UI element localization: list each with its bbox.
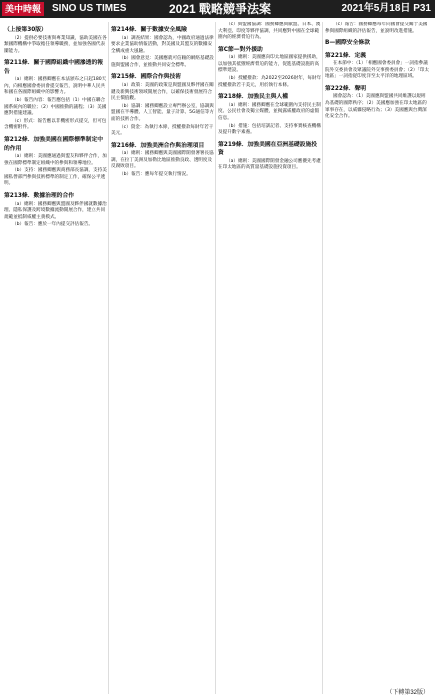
article-paragraph: （2）提供必要技術與專業知識，協助美國在各類國際機構中爭取擔任領導職務，並加強各國代表團能力。: [4, 35, 107, 54]
text-column-3: [218, 22, 322, 694]
article-paragraph: （b）授權撥款：為2022至2026財年，每財年授權撥款若干美元，用於執行本條。: [218, 76, 322, 88]
article-paragraph: （b）協調：國務卿應設立專門辦公室，協調與盟國在半導體、人工智能、量子計算、5G通信等方面的技術合作。: [111, 103, 214, 122]
article-paragraph: 國會認為：（1）美國應與盟國共同維護以規則為基礎的國際秩序；（2）美國應加強在印太地區的軍事存在，以威懾侵略行為；（3）美國應與台灣深化安全合作。: [325, 94, 427, 120]
article-heading: （上接第30版）: [4, 27, 47, 33]
page-header: [0, 0, 435, 18]
article-heading: 第218條．加強民主與人權: [218, 94, 289, 101]
article-heading: B—國際安全條款: [325, 40, 370, 47]
article-paragraph: （c）資金：為執行本條，授權撥款每財年若干美元。: [111, 124, 214, 137]
text-column-1: [4, 22, 108, 694]
article-paragraph: （a）總則：國務卿應與盟國及夥伴國就數據治理、隱私保護及跨境數據流動開展合作，建立共同規範並抵制威權主義模式。: [4, 201, 107, 220]
article-paragraph: （a）總則：美國國際開發金融公司應優先考慮在印太地區的高質量基礎設施投資項目。: [218, 158, 321, 171]
article-paragraph: （a）總則：國務卿應與美國國際開發署署長協調，在拉丁美洲及加勒比地區推動良政、透明度及反腐敗項目。: [111, 151, 214, 170]
article-paragraph: （c）報告：國務卿應每年向國會提交關于美國參與國際組織的評估報告，並說明改進措施。: [325, 22, 428, 34]
article-paragraph: （b）措施：包括培訓記者、支持事實核查機構及提升數字素養。: [218, 123, 321, 136]
article-heading: 第221條．定義: [325, 52, 367, 59]
article-heading: 第214條．關于數據安全風險: [111, 27, 187, 33]
section-title: 2021 戰略競爭法案: [168, 2, 272, 16]
article-paragraph: （b）國會意見：美國應就可信賴的網絡基礎設施與盟國合作，並推動共同安全標準。: [111, 56, 214, 68]
article-heading: 第213條．數據治理的合作: [4, 193, 75, 199]
article-paragraph: （c）與盟國協調：國務卿應與歐盟、日本、澳大利亞、印度等夥伴協調，共同應對中國在全球範圍內的經濟脅迫行為。: [218, 22, 321, 41]
article-heading: 第C節—對外援助: [218, 46, 263, 53]
article-heading: 第219條．加強美國在亞洲基礎設施投資: [218, 141, 318, 157]
article-paragraph: （a）總則：美國應通過與盟友和夥伴合作，加強在國際標準制定組織中的參與和領導地位。: [4, 154, 107, 166]
article-paragraph: （a）總則：美國應向印太地區國家提供援助，以加強其抵禦經濟脅迫的能力，促進基礎設施的高標準建設。: [218, 55, 321, 74]
column-rule: [215, 22, 216, 694]
continued-note: （下轉第32版）: [386, 690, 429, 696]
masthead-logo: 美中時報: [2, 2, 44, 16]
article-paragraph: （b）報告：應每年提交執行情況。: [119, 172, 191, 177]
article-paragraph: （a）調查結果：國會認為，中國政府通過法律要求企業協助情報活動，對美國及其盟友的數據安全構成重大風險。: [111, 35, 214, 54]
article-heading: 第216條．加強美洲合作與治理項目: [111, 142, 205, 149]
date-page: 2021年5月18日 P31: [341, 3, 431, 14]
text-column-4: [325, 22, 429, 694]
article-paragraph: （a）政策：美國的政策是與盟國及夥伴國在關鍵及新興技術領域開展合作，以確保技術發展符合民主價值觀。: [111, 82, 214, 102]
article-paragraph: （c）形式：報告應以非機密形式提交，但可包含機密附件。: [4, 118, 107, 131]
text-column-2: [111, 22, 215, 694]
masthead-brand: SINO US TIMES: [52, 3, 127, 14]
column-rule: [108, 22, 109, 694]
article-paragraph: （b）報告：應於一年內提交評估報告。: [12, 222, 94, 228]
article-paragraph: （a）總則：國務卿應在本法頒布之日起180天內，向相應國會委員會提交報告，說明中華人民共和國在各國際組織中的影響力。: [4, 77, 107, 96]
article-paragraph: 在本節中：（1）「相應國會委員會」一詞指參議院外交委員會及眾議院外交事務委員會；（2）「印太地區」一詞指從印度洋至太平洋的地理區域。: [325, 61, 429, 80]
article-heading: 第215條．國際合作與技術: [111, 74, 182, 81]
article-paragraph: （b）報告內容：報告應包括（1）中國在聯合國系統內的職位；（2）中國推動的議程；（3）美國應對措施建議。: [4, 98, 107, 117]
article-paragraph: （a）總則：國務卿應在全球範圍內支持民主制度、公民社會及獨立媒體，並揭露威權政府的虛假信息。: [218, 102, 321, 121]
column-rule: [322, 22, 323, 694]
article-paragraph: （b）支持：國務卿應與商務部長協調，支持美國私營部門參與技術標準的制定工作，確保公平透明。: [4, 168, 107, 187]
article-heading: 第212條．加強美國在國際標準制定中的作用: [4, 137, 104, 152]
article-heading: 第211條．關于國際組織中國滲透的報告: [4, 60, 104, 75]
article-heading: 第222條．聲明: [325, 85, 367, 92]
